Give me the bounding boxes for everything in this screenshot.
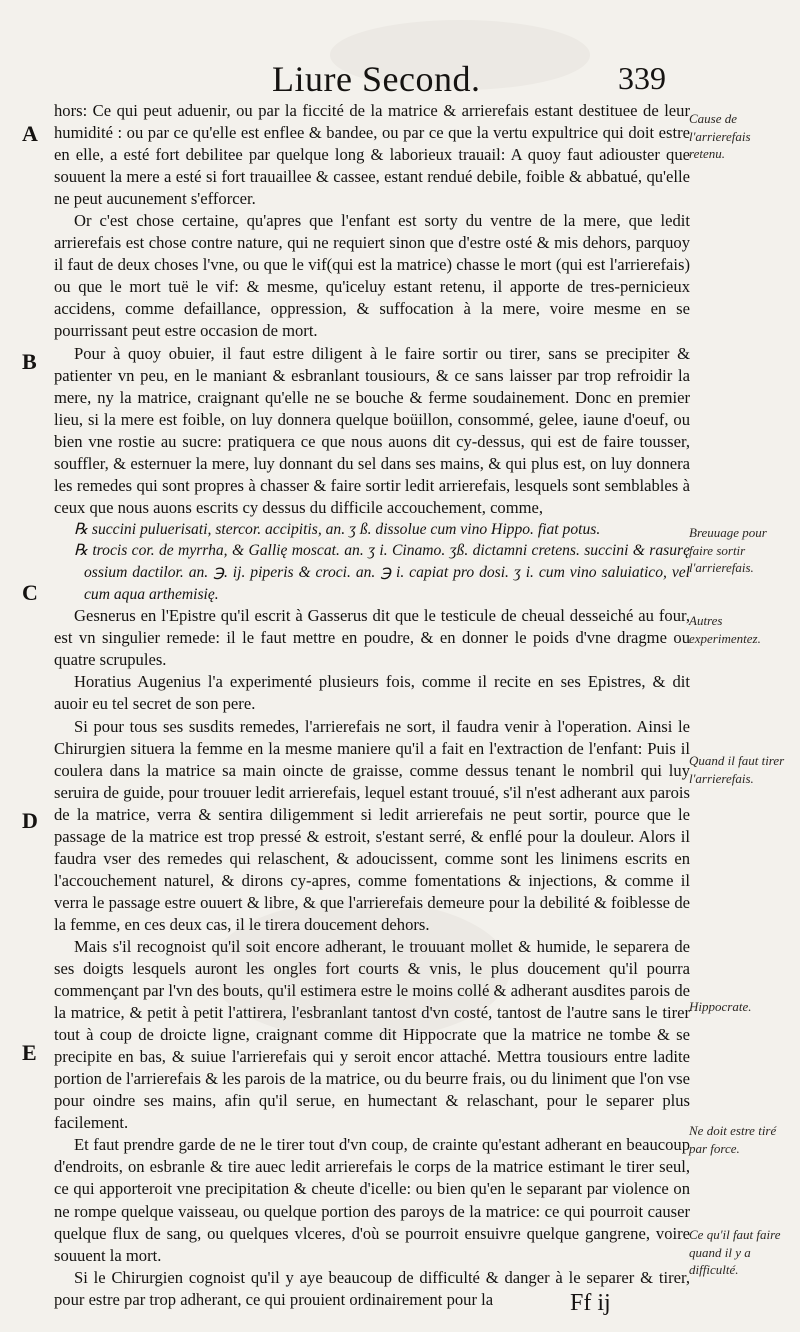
paragraph: Si le Chirurgien cognoist qu'il y aye beaucoup de difficulté & danger à le separer & tirer, pour estre par trop adherant, ce qui prouient ordinairement pour la [54,1267,690,1309]
paragraph: Pour à quoy obuier, il faut estre diligent à le faire sortir ou tirer, sans se precipiter & patienter vn peu, en le maniant & esbranlant tousiours, & ce sans laisser par trop refroidir la mere, ny la matrice, craignant qu'elle ne se bouche & ferme soudainement. Donc en premier lieu, si la mere est foible, on luy donnera quelque boüillon, consommé, gelee, iaune d'oeuf, ou bien vne rostie au sucre: pratiquera ce que nous auons dit cy-dessus, qui est de faire tousser, souffler, & esternuer la mere, luy donnant du sel dans ses mains, & qui plus est, on luy donnera les remedes qui sont propres à chasser & faire sortir ledit arrierefais, lesquels sont semblables à ceux que nous auons escrits cy dessus du difficile accouchement, comme, [54,343,690,517]
paragraph: Si pour tous ses susdits remedes, l'arrierefais ne sort, il faudra venir à l'operation. Ainsi le Chirurgien situera la femme en la mesme maniere qu'il a fait en l'extraction de l'enfant: Puis il coulera dans la matrice sa main oincte de graisse, comme dessus tenant le nombril qui luy seruira de guide, pour trouuer ledit arrierefais, lequel estant trouué, s'il n'est adherant aux parois de la matrice, verra & sentira diligemment si ledit arrierefais ne peut sortir, pource que le passage de la matrice est trop pressé & estroit, s'estant serré, & enflé pour la douleur. Alors il faudra vser des remedes qui relaschent, & adoucissent, comme sont les linimens escrits en l'accouchement naturel, & dirons cy-apres, comme fomentations & injections, & comme il verra le passage estre ouuert & libre, & que l'arrierefais demeure pour la debilité & foiblesse de la femme, en ces deux cas, il le tirera doucement dehors. [54,716,690,934]
margin-note: Ne doit estre tiré par force. [689,1123,777,1156]
section-letter-c: C [22,580,38,605]
paragraph: Mais s'il recognoist qu'il soit encore adherant, le trouuant mollet & humide, le separera de ses doigts lesquels auront les ongles fort courts & vnis, le plus doucement qu'il pourra commençant par l'vn des bouts, qu'il estimera estre le moins collé & adherant ausdites parois de la matrice, & petit à petit l'attirera, l'esbranlant tantost d'vn costé, tantost de l'autre sans le tirer tout à coup de droicte ligne, craignant comme dit Hippocrate que la matrice ne tombe & se precipite en bas, & suiue l'arrierefais qui y seroit encor attaché. Mettra tousiours entre ladite portion de l'arrierefais & les parois de la matrice, ou du beurre frais, ou du liniment que l'on vse pour oindre ses mains, afin qu'il serue, en humectant & relaschant, pour le separer plus facilement. [54,936,690,1133]
section-letter-d: D [22,808,38,833]
section-letter-e: E [22,1040,37,1065]
margin-note: Quand il faut tirer l'arrierefais. [689,753,785,786]
recipe-line: ℞ succini puluerisati, stercor. accipitis, an. ʒ ß. dissolue cum vino Hippo. fiat potus. [74,520,601,538]
paragraph: Or c'est chose certaine, qu'apres que l'enfant est sorty du ventre de la mere, que ledit arrierefais est chose contre nature, qui ne requiert sinon que d'estre osté & mis dehors, parquoy il faut de deux choses l'vne, ou que le vif(qui est la matrice) chasse le mort (qui est l'arrierefais) ou que le mort tuë le vif: & mesme, qu'iceluy estant retenu, il apporte de tres-pernicieux accidens, comme defaillance, oppression, & suffocation à la mere, voire mesme en se pourrissant peut estre occasion de mort. [54,211,690,341]
signature-mark: Ff ij [570,1290,611,1316]
paragraph: hors: Ce qui peut aduenir, ou par la ficcité de la matrice & arrierefais estant destituee de leur humidité : ou par ce qu'elle est enflee & bandee, ou par ce que la vertu expultrice qui doit estre en elle, a esté fort debilitee par quelque long & laborieux trauail: A quoy faut adiouster que souuent la mere a esté si fort trauaillee & cassee, estant rendué debile, foible & abbatué, qu'elle ne peut aucunement s'efforcer. [54,101,690,209]
paragraph: Et faut prendre garde de ne le tirer tout d'vn coup, de crainte qu'estant adherant en beaucoup d'endroits, on esbranle & tire auec ledit arrierefais le corps de la matrice estimant le tirer seul, ce qui apporteroit vne precipitation & cheute d'icelle: ou bien qu'en le separant par violence on ne rompe quelque vaisseau, ou quelque portion des paroys de la matrice: ce qui pourroit causer quelque flux de sang, ou quelques vlceres, d'où se pourroit ensuivre quelque gangrene, voire souuent la mort. [54,1135,690,1265]
margin-note: Autres experimentez. [689,613,761,646]
running-title: Liure Second. [272,59,481,99]
paragraph: Horatius Augenius l'a experimenté plusieurs fois, comme il recite en ses Epistres, & dit auoir eu tel secret de son pere. [54,672,690,714]
margin-note: Hippocrate. [689,999,752,1014]
paragraph: Gesnerus en l'Epistre qu'il escrit à Gasserus dit que le testicule de cheual desseiché au four, est vn singulier remede: il le faut mettre en poudre, & en donner le poids d'vne dragme ou quatre scrupules. [54,606,690,670]
margin-note: Breuuage pour faire sortir l'arrierefais. [689,525,767,575]
main-text-column [54,100,690,1311]
margin-note: Cause de l'arrierefais retenu. [689,111,751,161]
recipe-line: ℞ trocis cor. de myrrha, & Gallię moscat. an. ʒ i. Cinamo. ʒß. dictamni cretens. succini & rasurę ossium dactilor. an. ℈. ij. piperis & croci. an. ℈ i. capiat pro dosi. ʒ i. cum vino saluiatico, vel cum aqua arthemisię. [74,542,690,603]
section-letter-a: A [22,121,38,146]
margin-note: Ce qu'il faut faire quand il y a difficulté. [689,1227,781,1277]
page-header [0,58,800,102]
page-number: 339 [618,60,666,96]
section-letter-b: B [22,349,37,374]
